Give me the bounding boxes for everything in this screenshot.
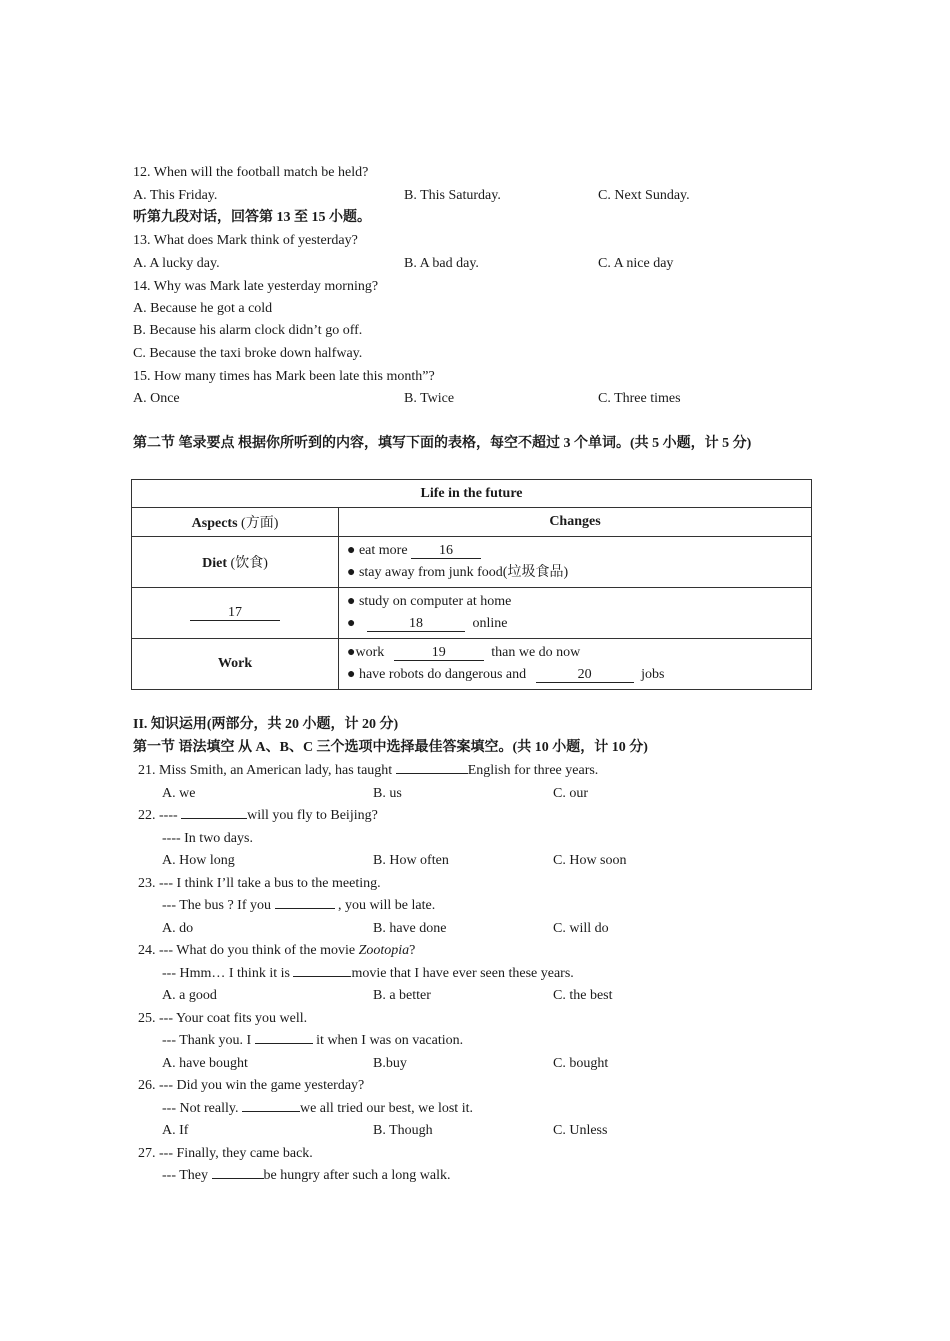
q26-option-b: B. Though — [373, 1123, 433, 1138]
q25-stem — [162, 1032, 463, 1050]
q25-stem-post: it when I was on vacation. — [316, 1033, 464, 1048]
row-diet-changes — [339, 537, 812, 588]
diet-label: Diet — [202, 556, 228, 571]
table-title: Life in the future — [132, 480, 812, 508]
q27-stem-post: be hungry after such a long walk. — [263, 1168, 451, 1183]
notes-table — [131, 479, 812, 690]
q26-stem-pre: --- Not really. — [162, 1101, 239, 1116]
q24-option-c: C. the best — [553, 988, 613, 1003]
q14-option-c: C. Because the taxi broke down halfway. — [133, 346, 363, 361]
q14-stem: 14. Why was Mark late yesterday morning? — [133, 279, 379, 294]
q25-option-b: B.buy — [373, 1056, 407, 1071]
q12-option-b: B. This Saturday. — [404, 188, 501, 203]
q24-stem — [162, 965, 574, 983]
q22-stem-pre: 22. ---- — [138, 808, 178, 823]
work-line-2 — [347, 664, 803, 686]
q13-option-b: B. A bad day. — [404, 256, 479, 271]
work-label: Work — [132, 639, 339, 690]
study-line-2-bullet: ● — [347, 616, 356, 631]
q23-line1: 23. --- I think I’ll take a bus to the meeting. — [138, 876, 381, 891]
study-line-2 — [347, 613, 803, 635]
q15-option-a: A. Once — [133, 391, 180, 406]
q23-stem — [162, 897, 435, 915]
row-work-changes — [339, 639, 812, 690]
q23-option-b: B. have done — [373, 921, 447, 936]
diet-line-2: ● stay away from junk food(垃圾食品) — [347, 565, 569, 580]
q24-stem-pre: --- Hmm… I think it is — [162, 966, 290, 981]
q21-stem-post: English for three years. — [467, 763, 599, 778]
blank-20[interactable]: 20 — [536, 667, 634, 683]
study-line-2-post: online — [472, 616, 508, 631]
q12-stem: 12. When will the football match be held? — [133, 165, 369, 180]
q15-option-c: C. Three times — [598, 391, 681, 406]
q25-option-c: C. bought — [553, 1056, 609, 1071]
study-line-1: ● study on computer at home — [347, 594, 512, 609]
q25-stem-pre: --- Thank you. I — [162, 1033, 252, 1048]
part2-subheading: 第一节 语法填空 从 A、B、C 三个选项中选择最佳答案填空。(共 10 小题，计 10 分) — [133, 740, 648, 755]
q15-option-b: B. Twice — [404, 391, 455, 406]
q23-stem-pre: --- The bus ? If you — [162, 898, 271, 913]
q25-option-a: A. have bought — [162, 1056, 248, 1071]
q26-stem — [162, 1100, 473, 1118]
q27-stem-pre: --- They — [162, 1168, 208, 1183]
header-aspects — [132, 508, 339, 537]
row-study-changes — [339, 588, 812, 639]
q24-option-a: A. a good — [162, 988, 217, 1003]
q12-option-c: C. Next Sunday. — [598, 188, 690, 203]
q25-blank[interactable] — [255, 1043, 313, 1044]
row-diet-aspect — [132, 537, 339, 588]
header-changes: Changes — [339, 508, 812, 537]
row-study-aspect — [132, 588, 339, 639]
q26-blank[interactable] — [242, 1111, 300, 1112]
header-aspects-cn: (方面) — [241, 516, 279, 531]
q24-movie-title: Zootopia — [358, 943, 410, 958]
q21-option-a: A. we — [162, 786, 196, 801]
q22-option-a: A. How long — [162, 853, 235, 868]
q21-blank[interactable] — [396, 773, 468, 774]
q21-option-c: C. our — [553, 786, 588, 801]
q24-line1-post: ? — [409, 943, 416, 958]
diet-label-cn: (饮食) — [230, 556, 268, 571]
part2-heading: II. 知识运用(两部分，共 20 小题，计 20 分) — [133, 717, 399, 732]
q24-line1-pre: 24. --- What do you think of the movie — [138, 943, 356, 958]
q22-stem — [138, 807, 378, 825]
q14-option-a: A. Because he got a cold — [133, 301, 273, 316]
q23-blank[interactable] — [275, 908, 335, 909]
q24-stem-post: movie that I have ever seen these years. — [351, 966, 574, 981]
q24-option-b: B. a better — [373, 988, 431, 1003]
work-line-1 — [347, 642, 803, 664]
dialog9-instruction: 听第九段对话，回答第 13 至 15 小题。 — [133, 210, 371, 225]
q23-option-c: C. will do — [553, 921, 609, 936]
q13-option-a: A. A lucky day. — [133, 256, 220, 271]
header-aspects-label: Aspects — [191, 516, 238, 531]
q22-option-c: C. How soon — [553, 853, 627, 868]
work-line-2-post: jobs — [641, 667, 665, 682]
blank-18[interactable]: 18 — [367, 616, 465, 632]
q27-stem — [162, 1167, 451, 1185]
diet-line-1-text: ● eat more — [347, 543, 408, 558]
q13-option-c: C. A nice day — [598, 256, 674, 271]
q13-stem: 13. What does Mark think of yesterday? — [133, 233, 358, 248]
q26-option-a: A. If — [162, 1123, 189, 1138]
q22-stem-post: will you fly to Beijing? — [247, 808, 378, 823]
q14-option-b: B. Because his alarm clock didn’t go off. — [133, 323, 363, 338]
work-line-1-post: than we do now — [491, 645, 581, 660]
q26-stem-post: we all tried our best, we lost it. — [299, 1101, 473, 1116]
q24-line1 — [138, 942, 415, 960]
q22-reply: ---- In two days. — [162, 831, 253, 846]
q24-blank[interactable] — [293, 976, 351, 977]
work-line-2-pre: ● have robots do dangerous and — [347, 667, 527, 682]
q22-option-b: B. How often — [373, 853, 449, 868]
q23-stem-post: , you will be late. — [338, 898, 436, 913]
q23-option-a: A. do — [162, 921, 194, 936]
q21-option-b: B. us — [373, 786, 402, 801]
blank-16[interactable]: 16 — [411, 543, 481, 559]
section2-heading: 第二节 笔录要点 根据你所听到的内容，填写下面的表格，每空不超过 3 个单词。(共 5 小题，计 5 分) — [133, 436, 752, 451]
blank-17[interactable]: 17 — [190, 605, 280, 621]
q25-line1: 25. --- Your coat fits you well. — [138, 1011, 308, 1026]
q12-option-a: A. This Friday. — [133, 188, 218, 203]
q21-stem — [138, 762, 598, 780]
q22-blank[interactable] — [181, 818, 247, 819]
blank-19[interactable]: 19 — [394, 645, 484, 661]
diet-line-1 — [347, 540, 803, 562]
q27-blank[interactable] — [212, 1178, 264, 1179]
q15-stem: 15. How many times has Mark been late this month”? — [133, 369, 435, 384]
q21-stem-pre: 21. Miss Smith, an American lady, has taught — [138, 763, 393, 778]
work-line-1-pre: ●work — [347, 645, 385, 660]
q26-line1: 26. --- Did you win the game yesterday? — [138, 1078, 365, 1093]
q26-option-c: C. Unless — [553, 1123, 608, 1138]
q27-line1: 27. --- Finally, they came back. — [138, 1146, 313, 1161]
